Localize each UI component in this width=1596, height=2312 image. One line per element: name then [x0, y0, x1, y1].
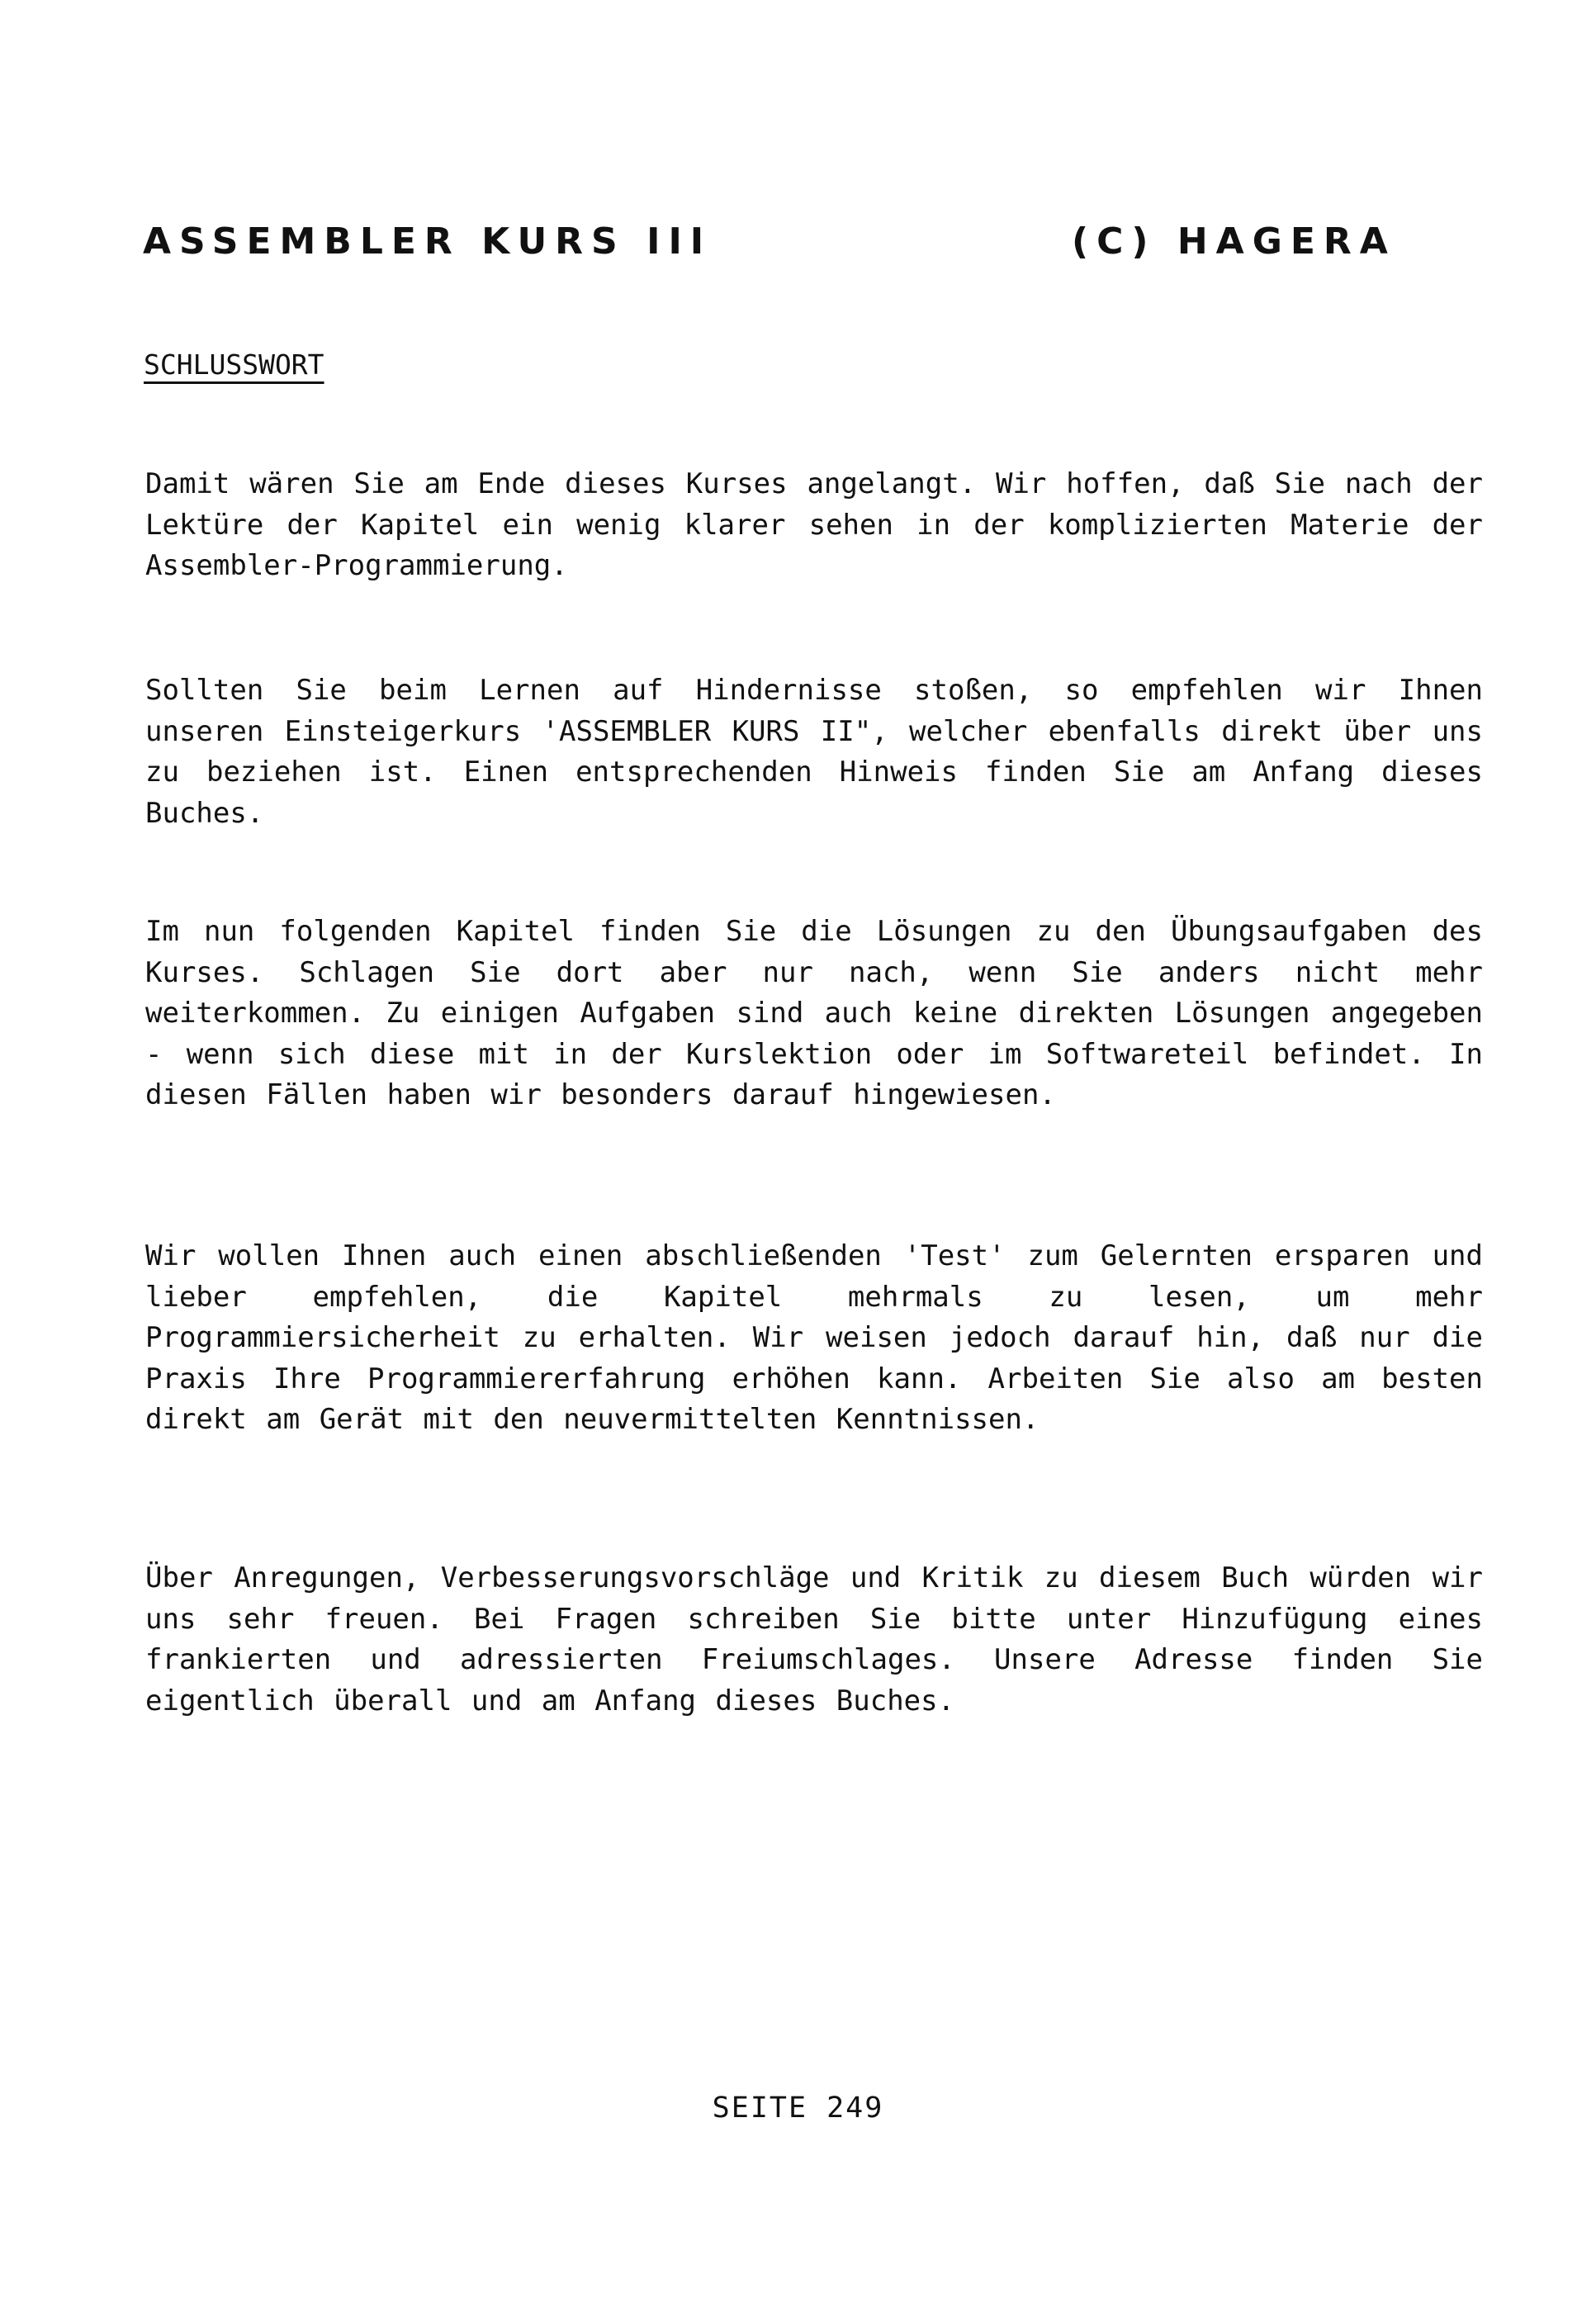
page-header — [143, 213, 1427, 271]
page-number: SEITE 249 — [712, 2092, 884, 2125]
section-heading: SCHLUSSWORT — [144, 348, 324, 381]
paragraph-beginner-course: Sollten Sie beim Lernen auf Hindernisse stoßen, so empfehlen wir Ihnen unseren Einsteigerkurs 'ASSEMBLER KURS II", welcher ebenfalls direkt über uns zu beziehen ist. Einen entsprechenden Hinweis finden Sie am Anfang dieses Buches. — [145, 674, 1483, 830]
copyright-notice: (C) HAGERA — [1072, 220, 1396, 263]
paragraph-solutions: Im nun folgenden Kapitel finden Sie die Lösungen zu den Übungsaufgaben des Kurses. Schlagen Sie dort aber nur nach, wenn Sie anders nicht mehr weiterkommen. Zu einigen Aufgaben sind auch keine direkten Lösungen angegeben - wenn sich diese mit in der Kurslektion oder im Softwareteil befindet. In diesen Fällen haben wir besonders darauf hingewiesen. — [145, 915, 1483, 1111]
paragraph-practice: Wir wollen Ihnen auch einen abschließenden 'Test' zum Gelernten ersparen und lieber empfehlen, die Kapitel mehrmals zu lesen, um mehr Programmiersicherheit zu erhalten. Wir weisen jedoch darauf hin, daß nur die Praxis Ihre Programmiererfahrung erhöhen kann. Arbeiten Sie also am besten direkt am Gerät mit den neuvermittelten Kenntnissen. — [145, 1239, 1483, 1436]
paragraph-intro: Damit wären Sie am Ende dieses Kurses angelangt. Wir hoffen, daß Sie nach der Lektüre der Kapitel ein wenig klarer sehen in der komplizierten Materie der Assembler-Programmierung. — [145, 467, 1483, 582]
paragraph-feedback: Über Anregungen, Verbesserungsvorschläge und Kritik zu diesem Buch würden wir uns sehr freuen. Bei Fragen schreiben Sie bitte unter Hinzufügung eines frankierten und adressierten Freiumschlages. Unsere Adresse finden Sie eigentlich überall und am Anfang dieses Buches. — [145, 1561, 1483, 1717]
course-title: ASSEMBLER KURS III — [143, 220, 713, 263]
